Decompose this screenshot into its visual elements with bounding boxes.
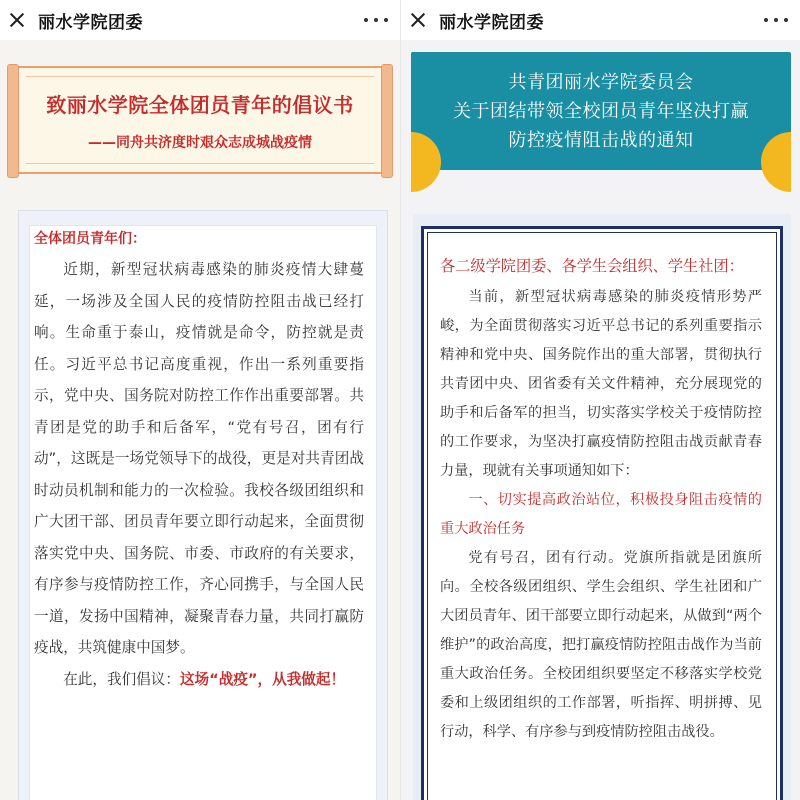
- left-article-body: [34, 228, 364, 695]
- right-nav-title: 丽水学院团委: [439, 12, 544, 33]
- left-nav-title: 丽水学院团委: [38, 12, 143, 33]
- right-salutation: 各二级学院团委、各学生会组织、学生社团：: [440, 257, 744, 275]
- banner-right-tab: [761, 132, 791, 192]
- right-paragraph-2: 党有号召，团有行动。党旗所指就是团旗所向。全校各级团组织、学生会组织、学生社团和广大团员青年、团干部要立即行动起来，从做到“两个维护”的政治高度，把打赢疫情防控阻击战作为当前重大政治任务。全校团组织要坚定不移落实学校党委和上级团组织的工作部署，听指挥、明拼搏、见行动，科学、有序参与到疫情防控阻击战役。: [440, 550, 762, 740]
- left-para2-highlight: 这场“战疫”，从我做起！: [179, 670, 346, 688]
- left-para2-lead: 在此，我们倡议：: [63, 670, 180, 688]
- more-options-icon[interactable]: [364, 10, 388, 30]
- right-article-body: [440, 250, 762, 747]
- right-section-heading-1: 一、切实提高政治站位，积极投身阻击疫情的重大政治任务: [440, 492, 762, 537]
- left-salutation: 全体团员青年们：: [34, 231, 146, 247]
- banner-left-tab: [411, 132, 441, 192]
- right-paragraph-1: 当前，新型冠状病毒感染的肺炎疫情形势严峻，为全面贯彻落实习近平总书记的系列重要指示精神和党中央、国务院作出的重大部署，贯彻执行共青团中央、团省委有关文件精神，充分展现党的助手和后备军的担当，切实落实学校关于疫情防控的工作要求，为坚决打赢疫情防控阻击战贡献青春力量，现就有关事项通知如下：: [440, 289, 762, 479]
- left-paragraph-1: 近期，新型冠状病毒感染的肺炎疫情大肆蔓延，一场涉及全国人民的疫情防控阻击战已经打响。生命重于泰山，疫情就是命令，防控就是责任。习近平总书记高度重视，作出一系列重要指示，党中央、国务院对防控工作作出重要部署。共青团是党的助手和后备军，“党有号召，团有行动”，这既是一场党领导下的战役，更是对共青团战时动员机制和能力的一次检验。我校各级团组织和广大团干部、团员青年要立即行动起来，全面贯彻落实党中央、国务院、市委、市政府的有关要求，有序参与疫情防控工作，齐心同携手，与全国人民一道，发扬中国精神，凝聚青春力量，共同打赢防疫战，共筑健康中国梦。: [34, 261, 364, 656]
- right-nav-bar: [401, 0, 800, 40]
- right-notice-banner: [411, 52, 791, 170]
- more-options-icon[interactable]: [764, 10, 788, 30]
- left-scroll-banner: [14, 66, 386, 174]
- banner-line-1: 共青团丽水学院委员会: [508, 71, 694, 93]
- left-nav-bar: [0, 0, 400, 40]
- left-banner-title: 致丽水学院全体团员青年的倡议书: [46, 92, 354, 117]
- close-icon[interactable]: [6, 9, 28, 31]
- close-icon[interactable]: [407, 9, 429, 31]
- left-banner-subtitle: ——同舟共济度时艰众志成城战疫情: [88, 134, 312, 151]
- left-paragraph-2: [34, 664, 364, 696]
- banner-line-2: 关于团结带领全校团员青年坚决打赢: [453, 100, 749, 122]
- banner-line-3: 防控疫情阻击战的通知: [508, 129, 694, 151]
